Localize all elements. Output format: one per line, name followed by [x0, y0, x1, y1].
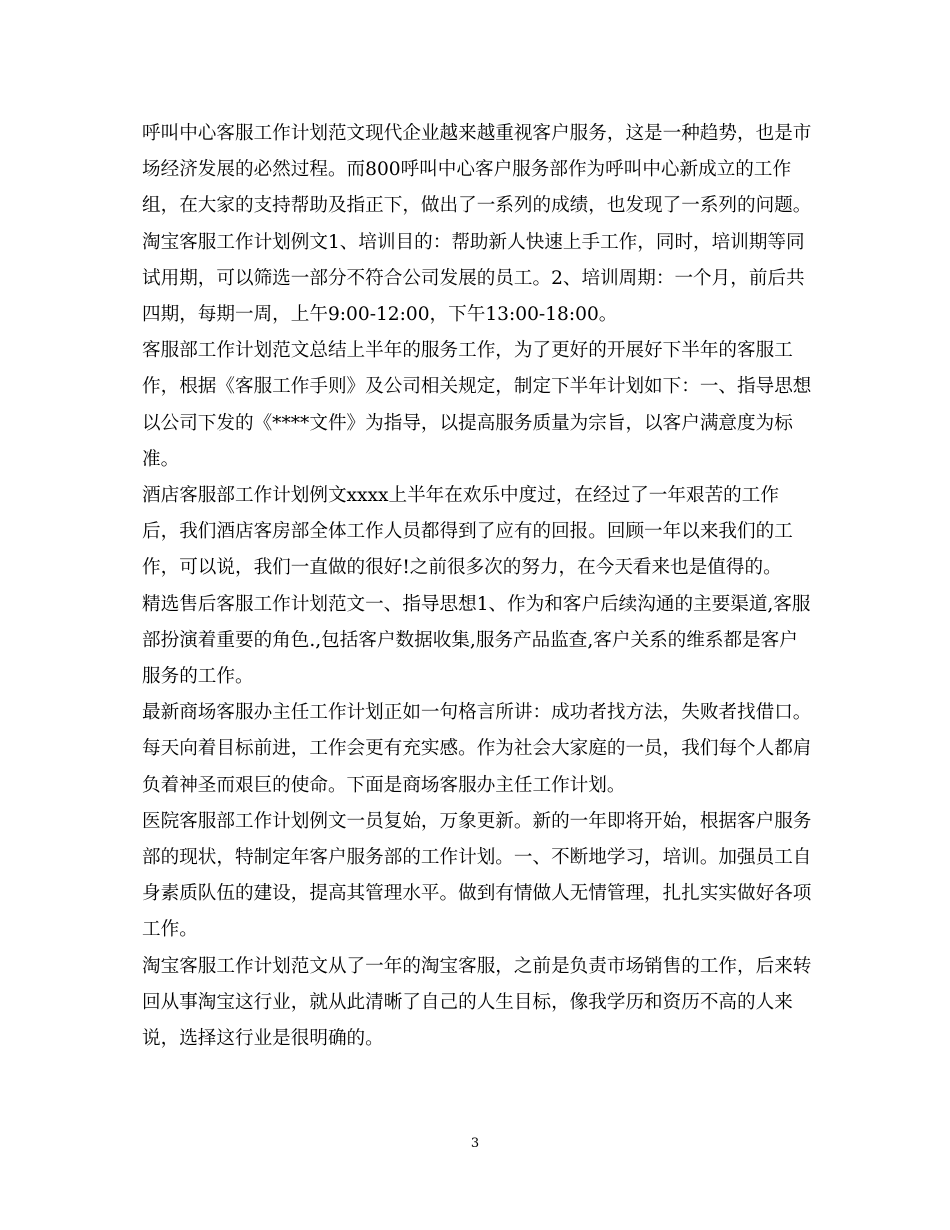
paragraph-7: 医院客服部工作计划例文一员复始，万象更新。新的一年即将开始，根据客户服务部的现状，特制定年客户服务部的工作计划。一、不断地学习，培训。加强员工自身素质队伍的建设，提高其管理水平。做到有情做人无情管理，扎扎实实做好各项工作。 — [142, 810, 812, 941]
page-number: 3 — [470, 1136, 480, 1151]
paragraph-1: 呼叫中心客服工作计划范文现代企业越来越重视客户服务，这是一种趋势，也是市场经济发展的必然过程。而800呼叫中心客户服务部作为呼叫中心新成立的工作组，在大家的支持帮助及指正下，做出了一系列的成绩，也发现了一系列的问题。 — [142, 123, 812, 217]
paragraph-5: 精选售后客服工作计划范文一、指导思想1、作为和客户后续沟通的主要渠道,客服部扮演着重要的角色.,包括客户数据收集,服务产品监查,客户关系的维系都是客户服务的工作。 — [142, 593, 811, 688]
paragraph-4: 酒店客服部工作计划例文xxxx上半年在欢乐中度过，在经过了一年艰苦的工作后，我们酒店客房部全体工作人员都得到了应有的回报。回顾一年以来我们的工作，可以说，我们一直做的很好!之前很多次的努力，在今天看来也是值得的。 — [142, 485, 793, 579]
paragraph-2: 淘宝客服工作计划例文1、培训目的：帮助新人快速上手工作，同时，培训期等同试用期，可以筛选一部分不符合公司发展的员工。2、培训周期：一个月，前后共四期，每期一周，上午9:00-12:00，下午13:00-18:00。 — [142, 231, 805, 326]
paragraph-3: 客服部工作计划范文总结上半年的服务工作，为了更好的开展好下半年的客服工作，根据《客服工作手则》及公司相关规定，制定下半年计划如下：一、指导思想以公司下发的《****文件》为指导，以提高服务质量为宗旨，以客户满意度为标准。 — [142, 340, 812, 470]
document-body — [142, 116, 814, 1057]
paragraph-8: 淘宝客服工作计划范文从了一年的淘宝客服，之前是负责市场销售的工作，后来转回从事淘宝这行业，就从此清晰了自己的人生目标，像我学历和资历不高的人来说，选择这行业是很明确的。 — [142, 955, 812, 1050]
paragraph-6: 最新商场客服办主任工作计划正如一句格言所讲：成功者找方法，失败者找借口。每天向着目标前进，工作会更有充实感。作为社会大家庭的一员，我们每个人都肩负着神圣而艰巨的使命。下面是商场客服办主任工作计划。 — [142, 702, 812, 796]
